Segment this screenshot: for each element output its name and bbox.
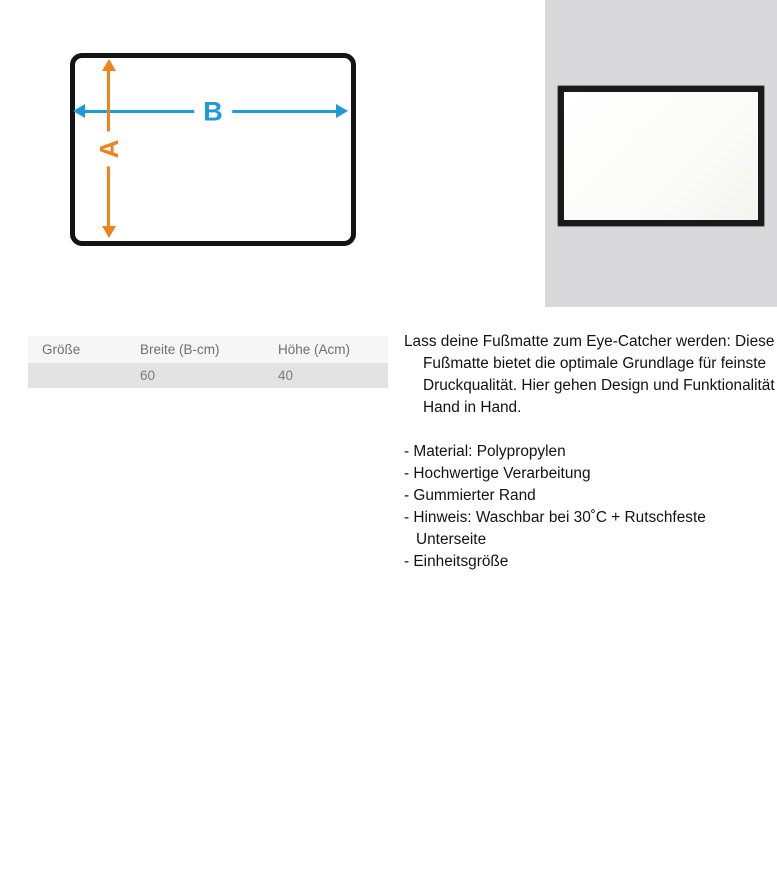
width-dimension-label: B <box>194 99 232 126</box>
size-table-row <box>28 363 388 388</box>
size-cell-breite: 60 <box>140 368 156 383</box>
product-description <box>404 331 776 573</box>
product-photo-panel[interactable] <box>545 0 777 307</box>
size-table-header-row <box>28 336 388 363</box>
feature-item-rand: - Gummierter Rand <box>404 487 536 504</box>
size-cell-hoehe: 40 <box>278 368 294 383</box>
size-table-header-groesse: Größe <box>42 342 81 357</box>
doormat-image <box>557 85 765 227</box>
height-arrow-up-icon <box>102 59 116 71</box>
width-arrow-left-icon <box>73 104 85 118</box>
size-cell-groesse <box>28 363 140 388</box>
feature-item-groesse: - Einheitsgröße <box>404 553 509 570</box>
doormat-print-area <box>564 92 758 220</box>
height-arrow-down-icon <box>102 226 116 238</box>
feature-list <box>404 441 776 573</box>
size-table <box>28 336 388 388</box>
size-table-header-hoehe: Höhe (Acm) <box>278 342 351 357</box>
height-dimension-label: A <box>96 132 122 167</box>
feature-item-verarbeitung: - Hochwertige Verarbeitung <box>404 465 591 482</box>
feature-item-material: - Material: Polypropylen <box>404 443 566 460</box>
width-arrow-right-icon <box>336 104 348 118</box>
description-intro: Lass deine Fußmatte zum Eye-Catcher werden: Diese Fußmatte bietet die optimale Grundlage für feinste Druckqualität. Hier gehen Design und Funktionalität Hand in Hand. <box>404 333 775 416</box>
dimension-diagram <box>70 53 356 246</box>
feature-item-hinweis: - Hinweis: Waschbar bei 30˚C + Rutschfeste Unterseite <box>404 509 706 548</box>
size-table-header-breite: Breite (B-cm) <box>140 342 220 357</box>
